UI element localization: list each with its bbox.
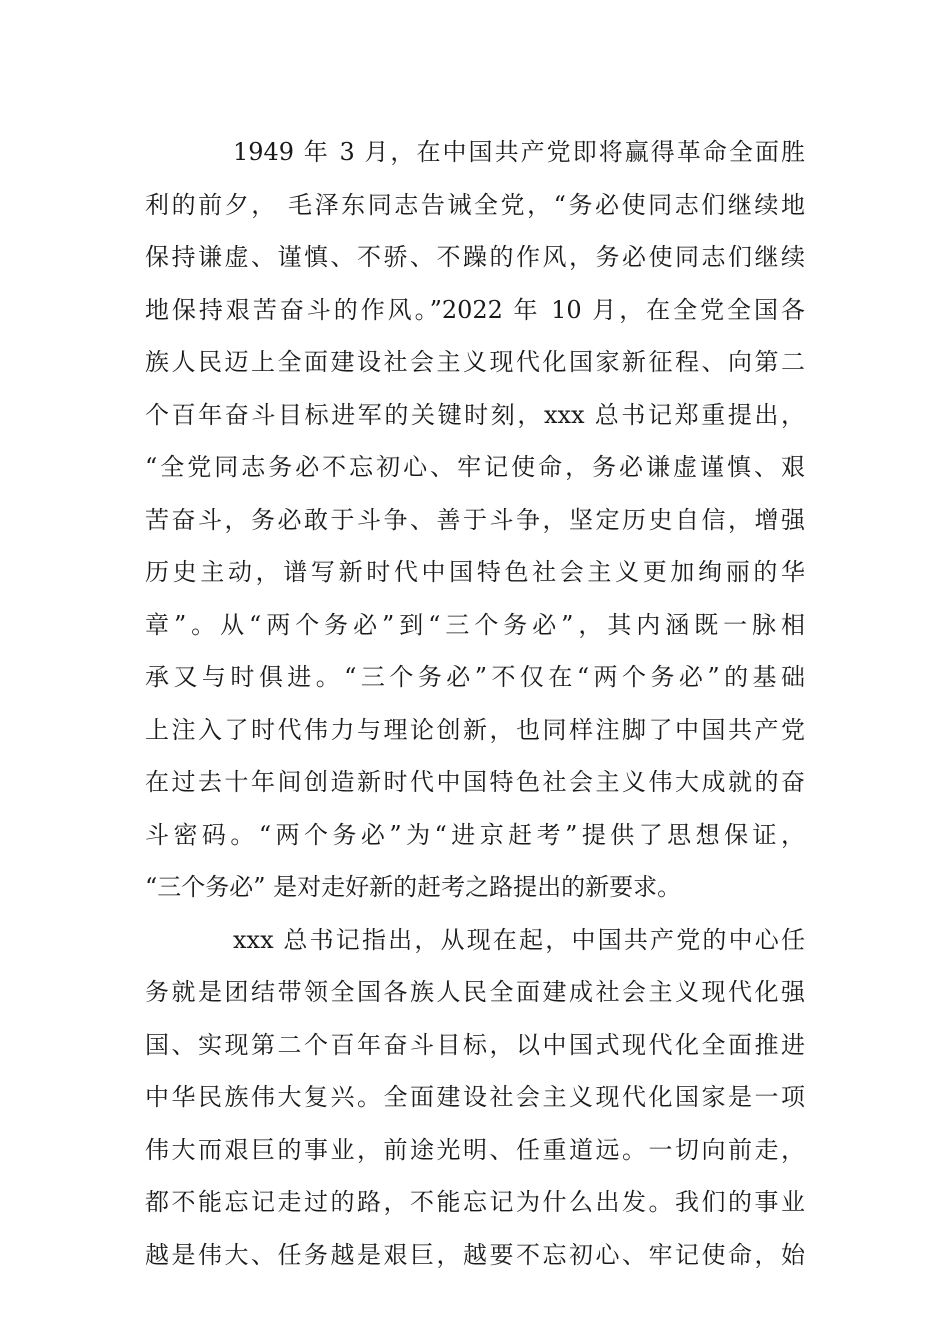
text-line: 苦奋斗，务必敢于斗争、善于斗争，坚定历史自信，增强 [145, 505, 805, 534]
paragraph [145, 914, 805, 1282]
text-line: 承又与时俱进。“三个务必”不仅在“两个务必”的基础 [145, 663, 805, 691]
text-line: 个百年奋斗目标进军的关键时刻，xxx 总书记郑重提出， [145, 400, 805, 429]
body-text [145, 126, 805, 1281]
text-line: 族人民迈上全面建设社会主义现代化国家新征程、向第二 [145, 348, 805, 376]
text-line: 越是伟大、任务越是艰巨，越要不忘初心、牢记使命，始 [145, 1240, 805, 1269]
text-line: 历史主动，谱写新时代中国特色社会主义更加绚丽的华 [145, 558, 805, 586]
text-line: 保持谦虚、谨慎、不骄、不躁的作风，务必使同志们继续 [145, 243, 805, 271]
text-line: xxx 总书记指出，从现在起，中国共产党的中心任 [233, 925, 805, 954]
text-line: 中华民族伟大复兴。全面建设社会主义现代化国家是一项 [145, 1083, 805, 1111]
text-line: 章”。从“两个务必”到“三个务必”，其内涵既一脉相 [145, 610, 805, 639]
text-line: 都不能忘记走过的路，不能忘记为什么出发。我们的事业 [145, 1188, 805, 1216]
text-line: “三个务必” 是对走好新的赶考之路提出的新要求。 [145, 873, 682, 901]
text-line: 务就是团结带领全国各族人民全面建成社会主义现代化强 [145, 978, 805, 1006]
text-line: 1949 年 3 月，在中国共产党即将赢得革命全面胜 [233, 138, 805, 166]
text-line: “全党同志务必不忘初心、牢记使命，务必谦虚谨慎、艰 [145, 453, 805, 481]
text-line: 地保持艰苦奋斗的作风。”2022 年 10 月，在全党全国各 [145, 295, 805, 324]
text-line: 伟大而艰巨的事业，前途光明、任重道远。一切向前走， [145, 1135, 805, 1164]
paragraph [145, 126, 805, 914]
text-line: 在过去十年间创造新时代中国特色社会主义伟大成就的奋 [145, 768, 805, 796]
text-line: 利的前夕， 毛泽东同志告诫全党，“务必使同志们继续地 [145, 190, 805, 219]
text-line: 国、实现第二个百年奋斗目标，以中国式现代化全面推进 [145, 1030, 805, 1059]
text-line: 斗密码。“两个务必”为“进京赶考”提供了思想保证， [145, 820, 805, 849]
text-line: 上注入了时代伟力与理论创新，也同样注脚了中国共产党 [145, 715, 805, 744]
